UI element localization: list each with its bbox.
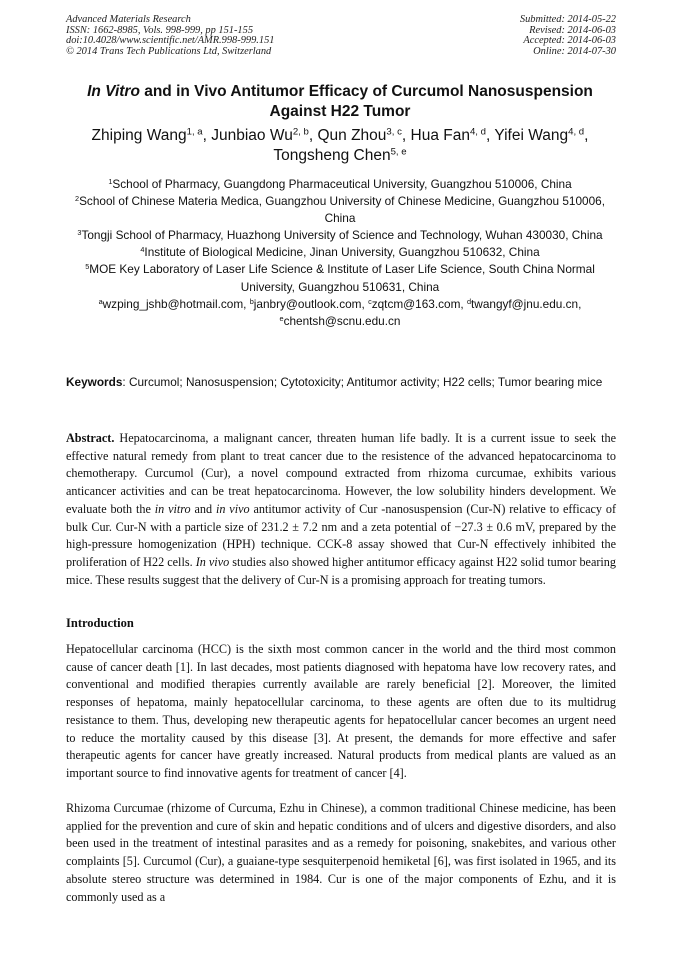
paragraph: Hepatocellular carcinoma (HCC) is the sixth most common cancer in the world and the third most common cause of cancer death [1]. In last decades, most patients diagnosed with hepatoma have low recovery rates, and conventional and modified therapies currently available are rarely beneficial [2]. Moreover, the limited responses of hepatoma, mainly hepatocellular carcinoma, to these agents are often due to its multidrug resistance to them. Thus, developing new therapeutic agents for hepatocellular cancer becomes an urgent need to reduce the mortality caused by this disease [3]. At present, the demands for more effective and safer therapeutic agents for cancer have greatly increased. Natural products from medical plants are valued as an important source to find innovative agents for treatment of cancer [4].	[66, 642, 616, 780]
author-name: Junbiao Wu	[211, 127, 293, 144]
keywords-text: : Curcumol; Nanosuspension; Cytotoxicity; Antitumor activity; H22 cells; Tumor bearing mice	[122, 375, 603, 389]
affiliation	[62, 261, 618, 295]
author-sep: ,	[202, 127, 212, 144]
author-name: Yifei Wang	[494, 127, 569, 144]
affiliation-sup: 1	[108, 176, 113, 186]
email-sup: c	[368, 296, 372, 306]
abstract-text: and	[190, 501, 216, 516]
author	[273, 147, 406, 164]
author-sup: 4, d	[469, 126, 486, 138]
title-italic: In Vitro	[87, 83, 140, 100]
abstract-text: studies also showed higher antitumor efficacy against H22 solid tumor bearing mice. These results suggest that the delivery of Cur-N is a promising approach for treating tumors.	[66, 554, 616, 587]
abstract-text: antitumor activity of Cur -nanosuspension (Cur-N) relative to efficacy of bulk Cur. Cur-N with a particle size of 231.2 ± 7.2 nm and a zeta potential of −27.3 ± 0.6 mV, prepared by the high-pressure homogenization (HPH) technique. CCK-8 assay showed that Cur-N effectively inhibited the proliferation of H22 cells.	[66, 501, 617, 569]
email-sep: ,	[460, 296, 467, 311]
author-name: Zhiping Wang	[91, 127, 187, 144]
author-name: Tongsheng Chen	[273, 147, 391, 164]
affiliation-sup: 5	[85, 262, 90, 272]
journal-doi: doi:10.4028/www.scientific.net/AMR.998-999.151	[66, 35, 275, 46]
keywords	[66, 374, 616, 390]
affiliation	[62, 244, 618, 261]
email-list	[62, 296, 618, 330]
email-sup: e	[279, 313, 284, 323]
author-sep: ,	[401, 127, 411, 144]
paragraph: Rhizoma Curcumae (rhizome of Curcuma, Ezhu in Chinese), a common traditional Chinese medicine, has been applied for the prevention and cure of skin and hepatic conditions and of ulcers and digestive disorders, and also been used in the treatment of intestinal parasites and as a remedy for poisoning, snakebites, and various other complaints [5]. Curcumol (Cur), a guaiane-type sesquiterpenoid hemiketal [6], was first isolated in 1965, and its absolute stereo structure was determined in 1984. Cur is one of the major components of Ezhu, and it is commonly used as a	[66, 801, 616, 904]
affiliation	[62, 176, 618, 193]
email-sup: a	[98, 296, 103, 306]
abstract-label: Abstract.	[66, 431, 115, 445]
section-heading: Introduction	[66, 616, 134, 630]
email-link[interactable]: zqtcm@163.com	[371, 296, 461, 311]
author-name: Qun Zhou	[317, 127, 387, 144]
email-sup: b	[249, 296, 254, 306]
journal-info	[66, 15, 274, 57]
email-link[interactable]: twangyf@jnu.edu.cn	[471, 296, 579, 311]
author-sep: ,	[308, 127, 318, 144]
publication-dates	[520, 15, 616, 57]
email-link[interactable]: janbry@outlook.com	[253, 296, 362, 311]
affiliation-sup: 2	[75, 194, 80, 204]
author	[411, 127, 495, 144]
affiliation	[62, 227, 618, 244]
email-sup: d	[466, 296, 472, 306]
affiliation-text: MOE Key Laboratory of Laser Life Science & Institute of Laser Life Science, South China Normal University, Guangzhou 510631, China	[89, 262, 595, 294]
author-sup: 1, a	[186, 126, 203, 138]
email-sep: ,	[361, 296, 369, 311]
author-sup: 4, d	[568, 126, 585, 138]
author-name: Hua Fan	[410, 127, 470, 144]
date-submitted: Submitted: 2014-05-22	[519, 14, 616, 25]
journal-copyright: © 2014 Trans Tech Publications Ltd, Switzerland	[66, 45, 272, 57]
affiliation-text: School of Pharmacy, Guangdong Pharmaceutical University, Guangzhou 510006, China	[112, 177, 572, 191]
author-sup: 5, e	[390, 146, 407, 158]
author-sep: ,	[584, 127, 589, 144]
email-link[interactable]: chentsh@scnu.edu.cn	[283, 313, 401, 328]
affiliations	[62, 176, 618, 330]
journal-issn: ISSN: 1662-8985, Vols. 998-999, pp 151-155	[66, 24, 254, 36]
author-list	[60, 126, 620, 166]
author-sup: 2, b	[292, 126, 309, 138]
author	[92, 127, 212, 144]
author	[317, 127, 410, 144]
author	[211, 127, 317, 144]
journal-name: Advanced Materials Research	[66, 14, 191, 25]
email-link[interactable]: wzping_jshb@hotmail.com	[102, 296, 244, 311]
date-accepted: Accepted: 2014-06-03	[523, 35, 616, 46]
author	[494, 127, 588, 144]
author-sep: ,	[485, 127, 495, 144]
title-line-1: and in Vivo Antitumor Efficacy of Curcumol Nanosuspension	[139, 83, 593, 100]
paper-title	[60, 82, 620, 122]
title-line-2: Against H22 Tumor	[269, 103, 411, 120]
affiliation-sup: 4	[140, 245, 145, 255]
email-sep: ,	[578, 296, 582, 311]
affiliation-text: Tongji School of Pharmacy, Huazhong University of Science and Technology, Wuhan 430030, China	[81, 228, 603, 243]
abstract	[66, 430, 616, 589]
abstract-text: Hepatocarcinoma, a malignant cancer, threaten human life badly. It is a current issue to seek the effective natural remedy from plant to treat cancer due to the resistence of the advanced hepatocarcinoma to chemotherapy. Curcumol (Cur), a novel compound extracted from rhizoma curcumae, exhibits various anticancer activities and can be treat hepatocarcinoma. However, the low solubility hinders development. We evaluate both the	[66, 431, 616, 516]
affiliation-text: School of Chinese Materia Medica, Guangzhou University of Chinese Medicine, Guangzhou 510006, China	[79, 194, 605, 226]
email-sep: ,	[243, 296, 250, 311]
author-sup: 3, c	[386, 126, 402, 138]
affiliation	[62, 193, 618, 227]
date-online: Online: 2014-07-30	[533, 45, 616, 57]
keywords-label: Keywords	[66, 375, 123, 389]
abstract-italic: In vivo	[195, 554, 230, 569]
affiliation-sup: 3	[77, 228, 82, 238]
abstract-italic: in vivo	[215, 501, 250, 516]
date-revised: Revised: 2014-06-03	[529, 24, 616, 36]
abstract-italic: in vitro	[154, 501, 191, 516]
affiliation-text: Institute of Biological Medicine, Jinan University, Guangzhou 510632, China	[144, 245, 540, 260]
